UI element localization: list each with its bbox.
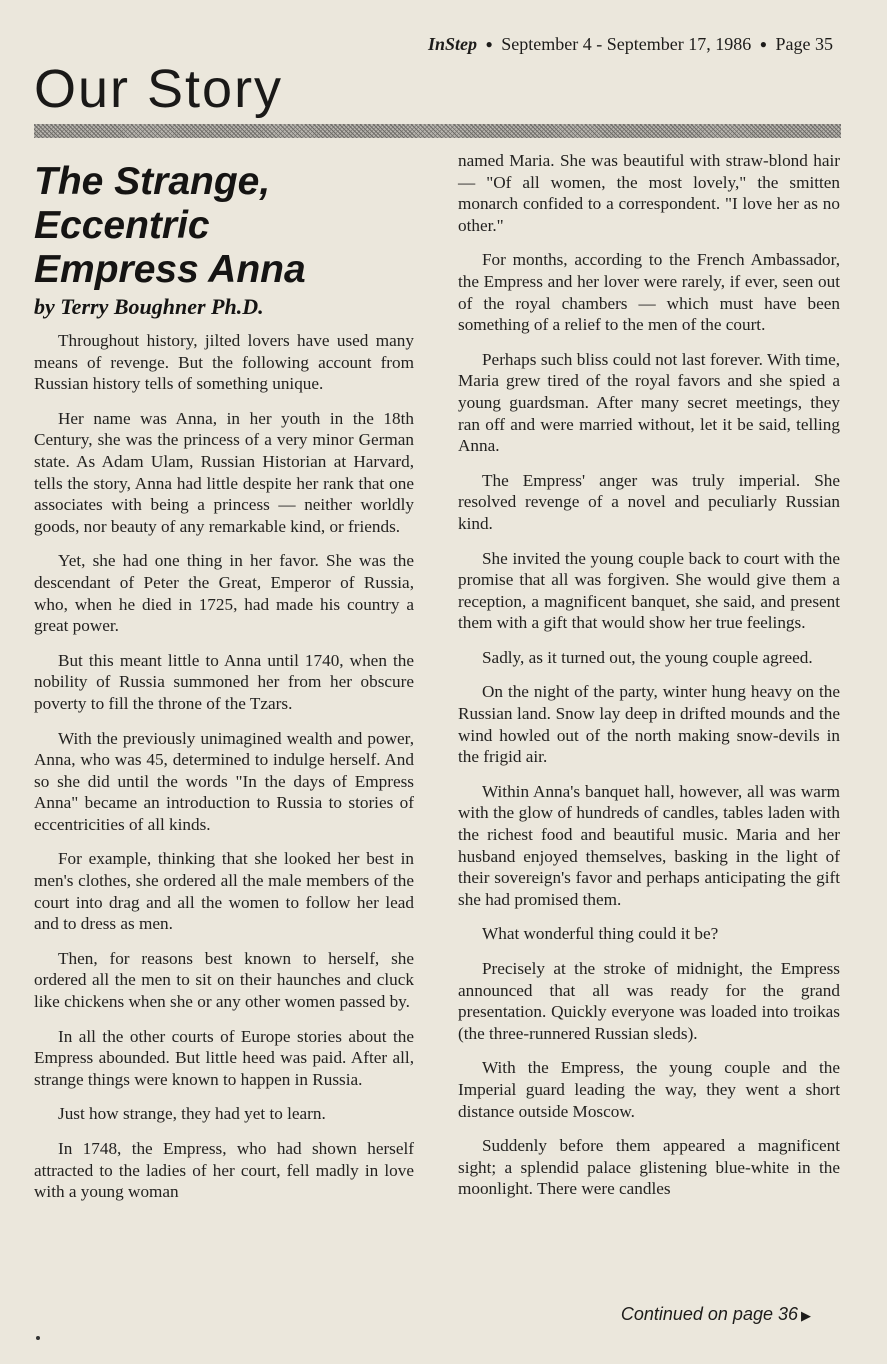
byline: by Terry Boughner Ph.D. bbox=[34, 294, 264, 319]
paragraph: For months, according to the French Ambassador, the Empress and her lover were rarely, if ever, seen out of the royal chambers — which must have been something of a relief to the men of the court. bbox=[458, 250, 840, 335]
running-head bbox=[428, 34, 833, 55]
article-column-left bbox=[34, 150, 414, 1216]
paragraph: In 1748, the Empress, who had shown herself attracted to the ladies of her court, fell madly in love with a young woman bbox=[34, 1139, 414, 1202]
paragraph: Her name was Anna, in her youth in the 18th Century, she was the princess of a very minor German state. As Adam Ulam, Russian Historian at Harvard, tells the story, Anna had little despite her rank that one associates with being a princess — neither worldly goods, nor beauty of any remarkable kind, or friends. bbox=[34, 408, 414, 536]
paragraph: What wonderful thing could it be? bbox=[482, 924, 719, 944]
paragraph: Within Anna's banquet hall, however, all was warm with the glow of hundreds of candles, tables laden with the richest food and beautiful music. Maria and her husband enjoyed themselves, basking in the light of their sovereign's favor and perhaps anticipating the gift she had promised them. bbox=[458, 781, 840, 909]
headline-line: Empress Anna bbox=[34, 248, 306, 291]
paragraph: Sadly, as it turned out, the young couple agreed. bbox=[482, 647, 813, 667]
issue-dates: September 4 - September 17, 1986 bbox=[501, 34, 752, 54]
headline-line: The Strange, bbox=[34, 160, 271, 203]
paragraph: She invited the young couple back to court with the promise that all was forgiven. She would give them a reception, a magnificent banquet, she said, and present them with a gift that would show her true feelings. bbox=[458, 548, 840, 633]
paragraph: Just how strange, they had yet to learn. bbox=[58, 1104, 326, 1124]
paragraph: Then, for reasons best known to herself, she ordered all the men to sit on their haunches and cluck like chickens when she or any other women passed by. bbox=[34, 948, 414, 1012]
paragraph: Suddenly before them appeared a magnificent sight; a splendid palace glistening blue-white in the moonlight. There were candles bbox=[458, 1136, 840, 1199]
article-headline bbox=[34, 160, 414, 292]
paragraph: But this meant little to Anna until 1740, when the nobility of Russia summoned her from her obscure poverty to fill the throne of the Tzars. bbox=[34, 650, 414, 713]
paragraph: Yet, she had one thing in her favor. She was the descendant of Peter the Great, Emperor of Russia, who, when he died in 1725, had made his country a great power. bbox=[34, 551, 414, 636]
paragraph: named Maria. She was beautiful with straw-blond hair — "Of all women, the most lovely," the smitten monarch confided to a correspondent. "I love her as no other." bbox=[458, 151, 840, 235]
page-number: Page 35 bbox=[775, 34, 833, 54]
paragraph: On the night of the party, winter hung heavy on the Russian land. Snow lay deep in drifted mounds and the wind howled out of the north making snow-devils in the frigid air. bbox=[458, 682, 840, 767]
arrow-right-icon: ▶ bbox=[801, 1308, 811, 1323]
bullet-icon: ● bbox=[759, 37, 767, 51]
paragraph: With the previously unimagined wealth and power, Anna, who was 45, determined to indulge herself. And so she did until the words "In the days of Empress Anna" became an introduction to Russia to stories of eccentricities of all kinds. bbox=[34, 728, 414, 834]
paragraph: In all the other courts of Europe stories about the Empress abounded. But little heed was paid. After all, strange things were known to happen in Russia. bbox=[34, 1026, 414, 1089]
bullet-icon: ● bbox=[485, 37, 493, 51]
paragraph: Precisely at the stroke of midnight, the Empress announced that all was ready for the grand presentation. Quickly everyone was loaded into troikas (the three-runnered Russian sleds). bbox=[458, 959, 840, 1043]
section-rule bbox=[34, 124, 841, 138]
print-speck bbox=[36, 1336, 40, 1340]
paragraph: Perhaps such bliss could not last forever. With time, Maria grew tired of the royal favors and she spied a young guardsman. After many secret meetings, they ran off and were married without, let it be said, telling Anna. bbox=[458, 349, 840, 456]
section-title: Our Story bbox=[34, 59, 284, 119]
article-column-right bbox=[458, 150, 840, 1213]
paragraph: Throughout history, jilted lovers have used many means of revenge. But the following account from Russian history tells of something unique. bbox=[34, 331, 414, 394]
headline-line: Eccentric bbox=[34, 204, 210, 247]
paragraph: The Empress' anger was truly imperial. She resolved revenge of a novel and peculiarly Russian kind. bbox=[458, 470, 840, 533]
paragraph: For example, thinking that she looked her best in men's clothes, she ordered all the male members of the court into drag and all the women to follow her lead and to dress as men. bbox=[34, 849, 414, 934]
paragraph: With the Empress, the young couple and the Imperial guard leading the way, they went a short distance outside Moscow. bbox=[458, 1058, 840, 1121]
publication-name: InStep bbox=[428, 34, 478, 54]
continued-text: Continued on page 36 bbox=[620, 1304, 798, 1324]
continued-jump-line bbox=[621, 1304, 811, 1325]
